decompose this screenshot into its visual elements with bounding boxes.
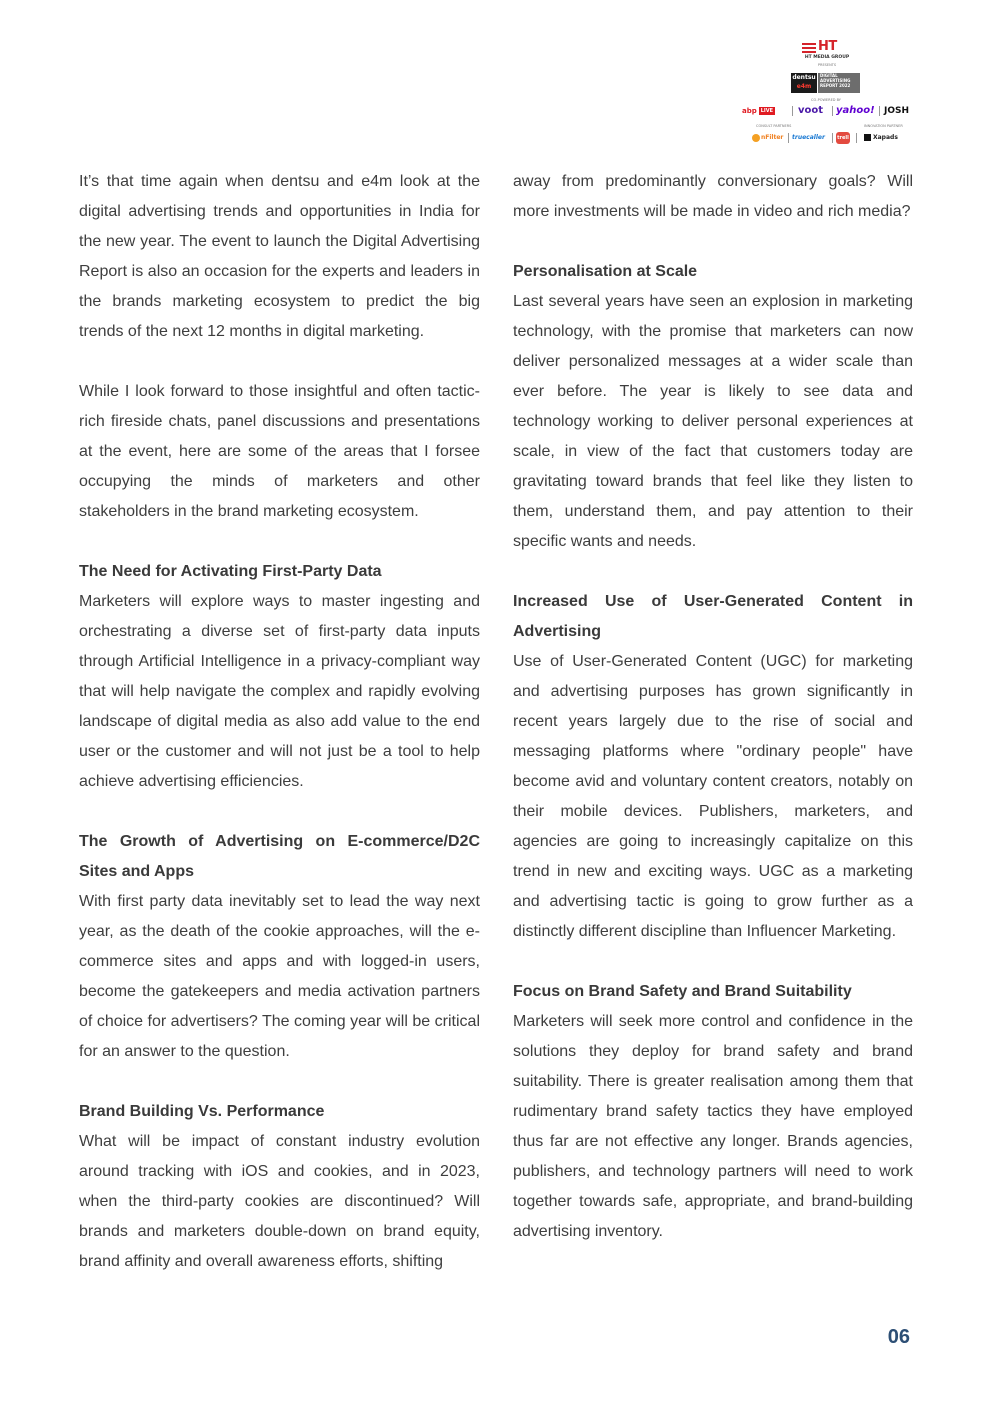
co-powered-by-label: CO-POWERED BY [811, 98, 841, 102]
xapads-icon [864, 134, 871, 141]
sponsor-divider [832, 106, 833, 116]
report-line-2: ADVERTISING [820, 78, 851, 83]
left-article-column [79, 167, 480, 1307]
section-heading-personalisation: Personalisation at Scale [513, 263, 698, 280]
section-body-brand-vs-performance-continued: away from predominantly conversionary goals? Will more investments will be made in video and rich media? [513, 173, 913, 220]
nfilter-logo [752, 131, 783, 145]
consult-partners-label: CONSULT PARTNERS [756, 124, 792, 128]
partner-divider [832, 133, 833, 143]
partner-divider [788, 133, 789, 143]
sponsor-logo-block [738, 40, 914, 148]
xapads-logo [864, 131, 898, 145]
right-article-column [513, 167, 913, 1277]
innovation-partner-label: INNOVATION PARTNER [864, 124, 903, 128]
xapads-text: Xapads [873, 134, 898, 141]
ht-media-logo [802, 39, 850, 54]
report-line-3: REPORT 2022 [820, 83, 851, 88]
section-heading-ecommerce-advertising: The Growth of Advertising on E-commerce/D2C Sites and Apps [79, 833, 480, 880]
intro-paragraph-1: It’s that time again when dentsu and e4m look at the digital advertising trends and opportunities in India for the new year. The event to launch the Digital Advertising Report is also an occasion for the experts and leaders in the brands marketing ecosystem to predict the big trends of the next 12 months in digital marketing. [79, 173, 480, 340]
section-heading-ugc: Increased Use of User-Generated Content in Advertising [513, 593, 913, 640]
section-heading-brand-safety: Focus on Brand Safety and Brand Suitability [513, 983, 852, 1000]
section-body-ecommerce-advertising: With first party data inevitably set to lead the way next year, as the death of the cookie approaches, will the e-commerce sites and apps and with logged-in users, become the gatekeepers and media activation partners of choice for advertisers? The coming year will be critical for an answer to the question. [79, 893, 480, 1060]
abp-live-logo [742, 103, 775, 119]
voot-logo: voot [798, 105, 824, 116]
sponsor-divider [879, 106, 880, 116]
partner-divider [856, 133, 857, 143]
section-heading-brand-vs-performance: Brand Building Vs. Performance [79, 1103, 325, 1120]
yahoo-logo: yahoo! [836, 105, 875, 116]
presents-label: PRESENTS [817, 63, 837, 67]
page-number: 06 [887, 1326, 910, 1348]
section-body-brand-vs-performance: What will be impact of constant industry evolution around tracking with iOS and cookies, and in 2023, when the third-party cookies are discontinued? Will brands and marketers double-down on brand equity, brand affinity and overall awareness efforts, shifting [79, 1133, 480, 1270]
trell-logo: trell [836, 132, 850, 144]
co-sponsors-row [740, 103, 912, 119]
nfilter-text: nFilter [761, 134, 784, 141]
dentsu-text: dentsu [792, 74, 816, 81]
ht-logo-text: HT [818, 39, 837, 54]
report-line-1: DIGITAL [820, 73, 838, 78]
section-body-personalisation: Last several years have seen an explosion in marketing technology, with the promise that marketers can now deliver personalized messages at a wider scale than ever before. The year is likely to see data and technology working to deliver personal experiences at scale, in view of the fact that customers today are gravitating toward brands that feel like they listen to them, understand them, and pay attention to their specific wants and needs. [513, 293, 913, 550]
report-2022-badge [818, 73, 860, 93]
josh-logo: JOSH [884, 106, 910, 116]
section-body-brand-safety: Marketers will seek more control and confidence in the solutions they deploy for brand safety and brand suitability. There is greater realisation among them that rudimentary brand safety tactics they have employed thus far are not effective any longer. Brands agencies, publishers, and technology partners will need to work together towards safe, appropriate, and brand-building advertising inventory. [513, 1013, 913, 1240]
ht-media-group-label: HT MEDIA GROUP [804, 55, 850, 60]
dentsu-e4m-logo [791, 73, 817, 93]
e4m-text: e4m [796, 83, 812, 90]
section-body-ugc: Use of User-Generated Content (UGC) for marketing and advertising purposes has grown significantly in recent years largely due to the rise of social and messaging platforms where "ordinary people" have become avid and voluntary content creators, notably on their mobile devices. Publishers, marketers, and agencies are going to increasingly capitalize on this trend in new and exciting ways. UGC as a marketing and advertising tactic is going to grow further as a distinctly different discipline than Influencer Marketing. [513, 653, 913, 940]
intro-paragraph-2: While I look forward to those insightful and often tactic-rich fireside chats, panel discussions and presentations at the event, here are some of the areas that I forsee occupying the minds of marketers and other stakeholders in the brand marketing ecosystem. [79, 383, 480, 520]
abp-text: abp [742, 107, 757, 115]
section-body-first-party-data: Marketers will explore ways to master ingesting and orchestrating a diverse set of first-party data inputs through Artificial Intelligence in a privacy-compliant way that will help navigate the complex and rapidly evolving landscape of digital media as also add value to the end user or the customer and will not just be a tool to help achieve advertising efficiencies. [79, 593, 480, 790]
section-heading-first-party-data: The Need for Activating First-Party Data [79, 563, 382, 580]
partners-row [752, 131, 914, 145]
partner-labels-row [752, 124, 912, 130]
nfilter-icon [752, 134, 760, 142]
truecaller-logo: truecaller [792, 134, 825, 141]
sponsor-divider [792, 106, 793, 116]
ht-bars-icon [802, 43, 816, 53]
live-badge: LIVE [760, 108, 774, 114]
